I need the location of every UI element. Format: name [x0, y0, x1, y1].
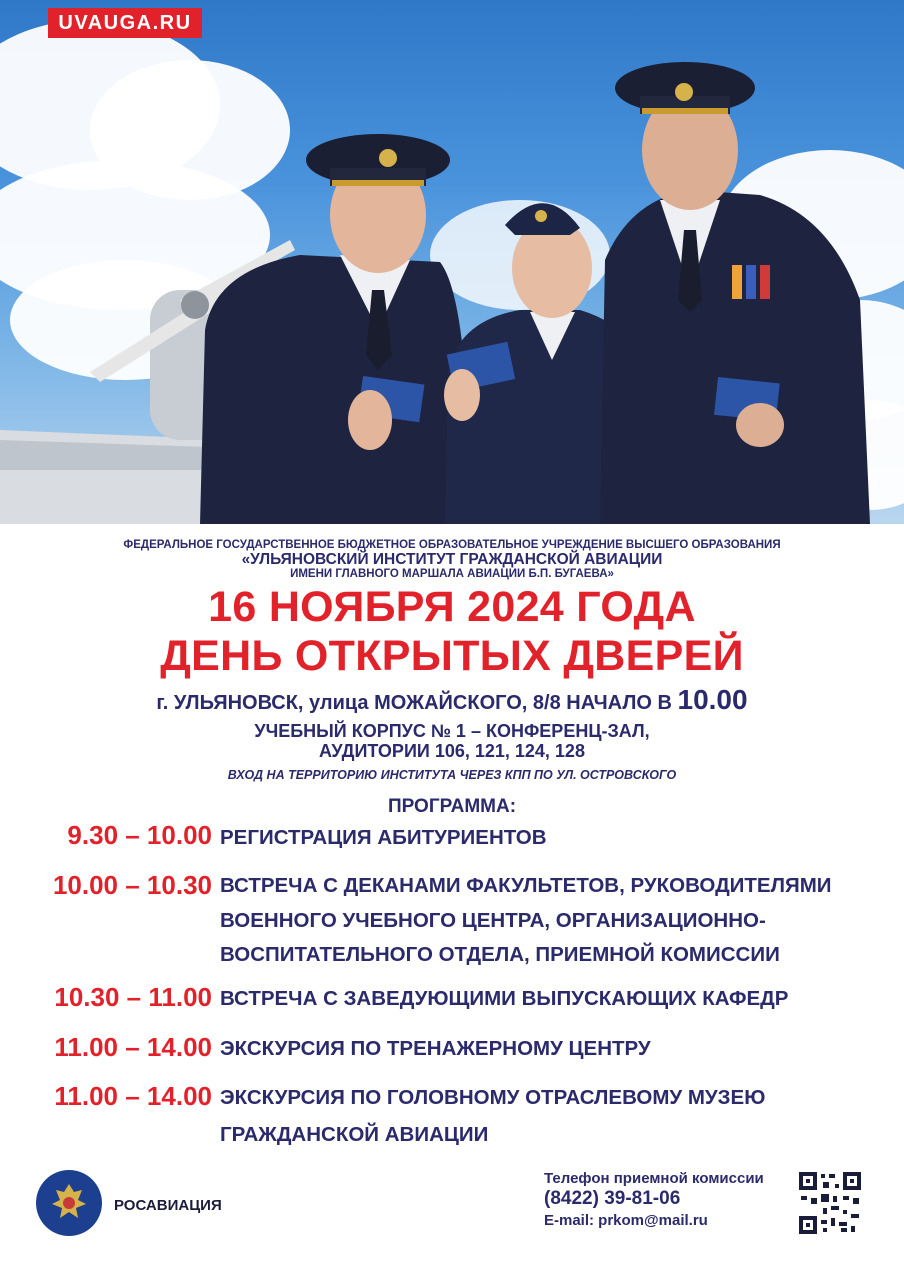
agency-name: РОСАВИАЦИЯ: [114, 1197, 222, 1214]
program-item-time: 11.00 – 14.00: [54, 1032, 212, 1062]
program-item-time: 10.00 – 10.30: [52, 870, 212, 900]
program-item-time: 11.00 – 14.00: [54, 1081, 212, 1111]
email-address[interactable]: E-mail: prkom@mail.ru: [544, 1212, 708, 1229]
rooms-line: АУДИТОРИИ 106, 121, 124, 128: [319, 741, 585, 761]
program-item-desc: ГРАЖДАНСКОЙ АВИАЦИИ: [220, 1123, 489, 1146]
people-illustration: [0, 0, 904, 524]
program-item-desc: ЭКСКУРСИЯ ПО ГОЛОВНОМУ ОТРАСЛЕВОМУ МУЗЕЮ: [220, 1086, 766, 1109]
institute-name-line: «УЛЬЯНОВСКИЙ ИНСТИТУТ ГРАЖДАНСКОЙ АВИАЦИИ: [241, 551, 663, 568]
hero-photo: [0, 0, 904, 524]
program-item-desc: РЕГИСТРАЦИЯ АБИТУРИЕНТОВ: [220, 826, 547, 849]
org-type-line: ФЕДЕРАЛЬНОЕ ГОСУДАРСТВЕННОЕ БЮДЖЕТНОЕ ОБРАЗОВАТЕЛЬНОЕ УЧРЕЖДЕНИЕ ВЫСШЕГО ОБРАЗОВАНИЯ: [123, 539, 781, 551]
event-address: [0, 684, 904, 716]
site-url-badge[interactable]: UVAUGA.RU: [48, 8, 202, 38]
address-text: г. УЛЬЯНОВСК, улица МОЖАЙСКОГО, 8/8 НАЧАЛО В: [156, 692, 678, 714]
event-title: ДЕНЬ ОТКРЫТЫХ ДВЕРЕЙ: [160, 632, 744, 680]
program-item-desc: ЭКСКУРСИЯ ПО ТРЕНАЖЕРНОМУ ЦЕНТРУ: [220, 1037, 651, 1060]
qr-code-icon[interactable]: [797, 1170, 863, 1236]
start-time: 10.00: [677, 684, 748, 715]
cadet-left-figure: [200, 134, 470, 524]
program-item-time: 10.30 – 11.00: [54, 982, 212, 1012]
rosaviatsia-emblem-icon: [36, 1170, 102, 1236]
institute-patron-line: ИМЕНИ ГЛАВНОГО МАРШАЛА АВИАЦИИ Б.П. БУГАЕВА»: [290, 568, 614, 580]
program-item-desc: ВСТРЕЧА С ЗАВЕДУЮЩИМИ ВЫПУСКАЮЩИХ КАФЕДР: [220, 987, 789, 1010]
entry-note: ВХОД НА ТЕРРИТОРИЮ ИНСТИТУТА ЧЕРЕЗ КПП ПО УЛ. ОСТРОВСКОГО: [227, 768, 677, 782]
program-item-time: 9.30 – 10.00: [67, 820, 212, 850]
cadet-right-figure: [600, 62, 870, 524]
program-item-desc: ВСТРЕЧА С ДЕКАНАМИ ФАКУЛЬТЕТОВ, РУКОВОДИТЕЛЯМИ: [220, 874, 832, 897]
phone-label: Телефон приемной комиссии: [544, 1170, 764, 1187]
program-heading: ПРОГРАММА:: [387, 796, 517, 817]
program-item-desc: ВОЕННОГО УЧЕБНОГО ЦЕНТРА, ОРГАНИЗАЦИОННО-: [220, 909, 766, 932]
event-date: 16 НОЯБРЯ 2024 ГОДА: [208, 583, 696, 631]
phone-number[interactable]: (8422) 39-81-06: [544, 1188, 681, 1209]
program-item-desc: ВОСПИТАТЕЛЬНОГО ОТДЕЛА, ПРИЕМНОЙ КОМИССИИ: [220, 943, 780, 966]
building-line: УЧЕБНЫЙ КОРПУС № 1 – КОНФЕРЕНЦ-ЗАЛ,: [254, 721, 650, 741]
